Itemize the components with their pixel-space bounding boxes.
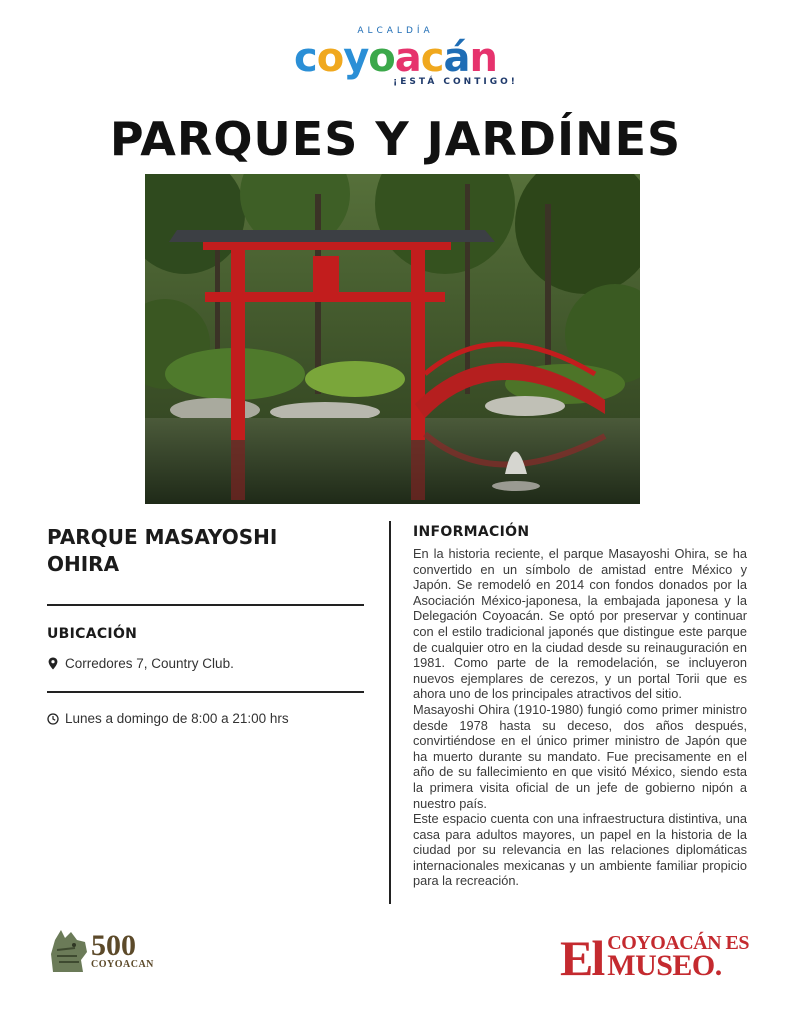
hours-row: [47, 711, 289, 726]
logo-tagline: ¡ESTÁ CONTIGO!: [393, 77, 518, 87]
logo-letter: c: [420, 35, 444, 81]
info-paragraph: Este espacio cuenta con una infraestructura distintiva, una casa para adultos mayores, un papel en la historia de la ciudad por su relevancia en las relaciones diplomáticas internacionales mexicanas y un ambiente familiar propicio para la recreación.: [413, 811, 747, 889]
museo-logo-es: ES: [725, 932, 749, 954]
info-paragraph: Masayoshi Ohira (1910-1980) fungió como primer ministro desde 1978 hasta su deceso, dos años después, convirtiéndose en el único primer ministro de Japón que ha muerto durante su mandato. Fue precisamente en el año de su fallecimiento en que visitó México, siendo esta la primera visita oficial de un jefe de gobierno nipón a nuestro país.: [413, 701, 747, 811]
logo-letter: c: [294, 35, 317, 81]
divider-line: [47, 691, 364, 693]
park-name: PARQUE MASAYOSHI OHIRA: [47, 525, 278, 576]
logo-letter: n: [469, 35, 497, 81]
address-text: Corredores 7, Country Club.: [65, 656, 234, 671]
location-pin-icon: [47, 657, 59, 671]
el-coyoacan-es-museo-logo: [560, 930, 749, 986]
park-photo: [145, 174, 640, 504]
museo-logo-el: El: [560, 930, 604, 986]
column-divider: [389, 521, 391, 904]
museo-logo-museo: MUSEO.: [607, 949, 722, 982]
location-heading: UBICACIÓN: [47, 626, 138, 642]
logo-letter: o: [368, 35, 395, 81]
museo-logo-coyoacan: COYOACÁN: [607, 932, 722, 954]
logo-main-text: [0, 37, 791, 79]
logo-letter: o: [316, 35, 344, 81]
coyoacan-logo: [0, 26, 791, 87]
logo-top-text: ALCALDÍA: [357, 26, 434, 36]
logo-letter: á: [443, 35, 470, 81]
coyoacan-500-logo: [47, 926, 154, 976]
divider-line: [47, 604, 364, 606]
logo-letter: y: [343, 35, 369, 81]
logo-500-place: COYOACAN: [91, 958, 154, 970]
logo-500-number: 500: [91, 928, 136, 962]
address-row: [47, 656, 234, 671]
info-paragraph: En la historia reciente, el parque Masayoshi Ohira, se ha convertido en un símbolo de amistad entre México y Japón. Se remodeló en 2014 con fondos donados por la Asociación México-japonesa, la embajada japonesa y la Delegación Coyoacán. Se optó por preservar y continuar con el estilo tradicional japonés que distingue este parque de cualquier otro en la ciudad desde su reinauguración en 1981. Como parte de la remodelación, se incluyeron nuevos ejemplares de cerezos, y un portal Torii que es ahora uno de los principales atractivos del sitio.: [413, 546, 747, 702]
page-title: PARQUES Y JARDÍNES: [109, 112, 682, 166]
coyote-head-icon: [47, 926, 89, 976]
hours-text: Lunes a domingo de 8:00 a 21:00 hrs: [65, 711, 289, 726]
clock-icon: [47, 712, 59, 726]
logo-letter: a: [394, 35, 421, 81]
info-body: [413, 546, 747, 889]
info-heading: INFORMACIÓN: [413, 524, 530, 540]
